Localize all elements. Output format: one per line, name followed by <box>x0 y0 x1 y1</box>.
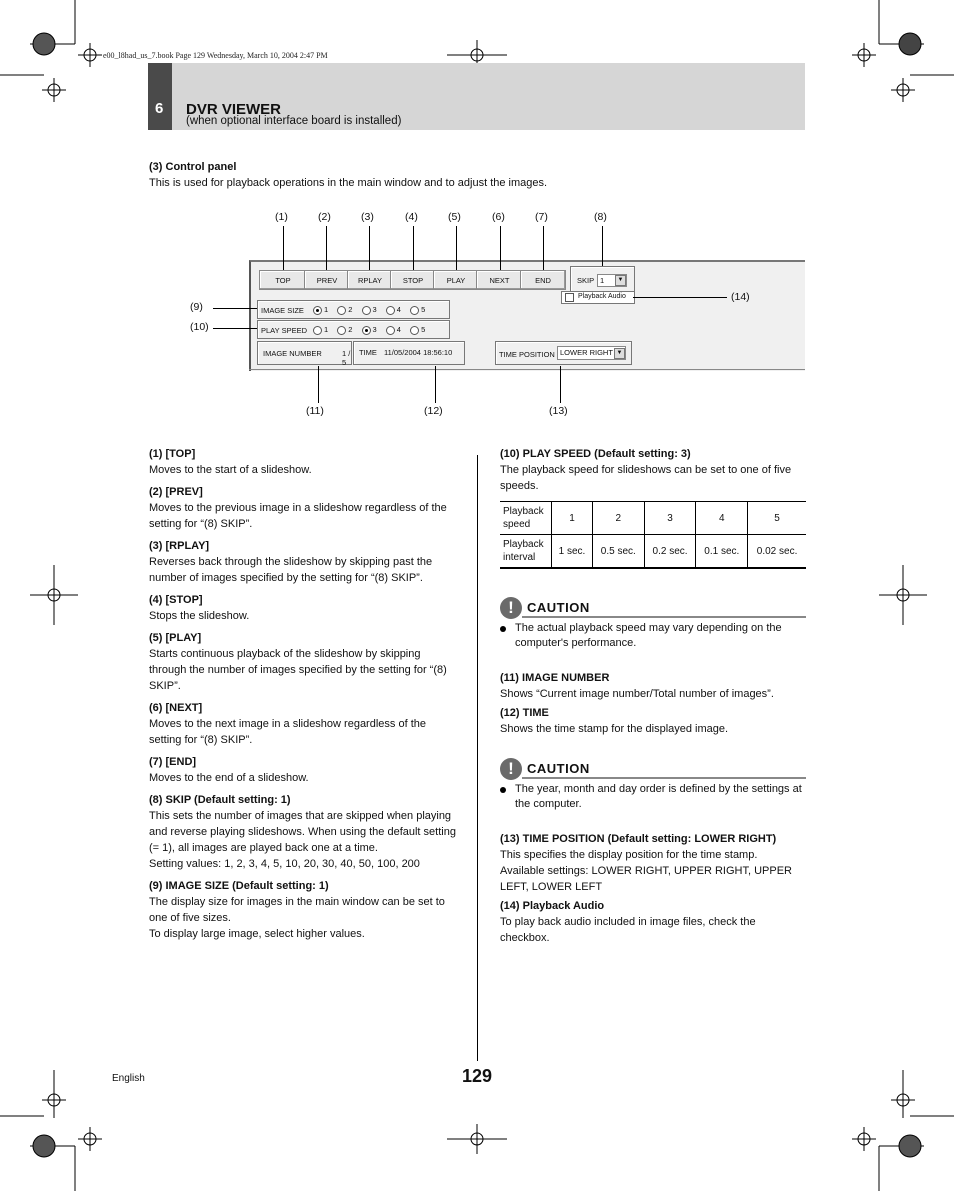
item-heading: (2) [PREV] <box>149 486 203 498</box>
image-number-group <box>257 341 352 365</box>
table-cell: 1 sec. <box>552 535 593 569</box>
column-divider <box>477 455 478 1061</box>
leader-line <box>326 226 327 272</box>
play-button[interactable]: PLAY <box>433 270 479 290</box>
time-position-heading: (13) TIME POSITION (Default setting: LOWER RIGHT) <box>500 833 777 845</box>
callout-11: (11) <box>306 405 324 417</box>
stop-button[interactable]: STOP <box>390 270 436 290</box>
rplay-button[interactable]: RPLAY <box>347 270 393 290</box>
skip-value: 1 <box>600 276 605 285</box>
image-size-radio-1[interactable]: 1 <box>313 305 328 315</box>
caution-block <box>500 597 806 621</box>
play-speed-radio-5[interactable]: 5 <box>410 325 425 335</box>
caution-text: The actual playback speed may vary depending on the computer's performance. <box>515 622 782 649</box>
footer-language: English <box>112 1073 145 1084</box>
image-number-label: IMAGE NUMBER <box>263 349 322 358</box>
callout-5: (5) <box>448 211 461 223</box>
callout-10: (10) <box>190 321 209 333</box>
time-value: 11/05/2004 18:56:10 <box>384 348 453 357</box>
caution-word: CAUTION <box>527 761 590 776</box>
time-position-section <box>500 831 806 895</box>
next-button[interactable]: NEXT <box>476 270 523 290</box>
chapter-number: 6 <box>155 100 164 117</box>
callout-9: (9) <box>190 301 203 313</box>
callout-13: (13) <box>549 405 568 417</box>
playback-audio-text: To play back audio included in image files, check the checkbox. <box>500 916 756 944</box>
chapter-number-box <box>148 63 172 130</box>
table-cell: 4 <box>696 502 748 535</box>
skip-group <box>570 266 635 292</box>
item-skip <box>149 792 459 872</box>
leader-line <box>456 226 457 272</box>
skip-select[interactable] <box>597 274 627 287</box>
play-speed-heading: (10) PLAY SPEED (Default setting: 3) <box>500 448 691 460</box>
table-row-label: Playback interval <box>500 535 552 569</box>
item-text: Moves to the end of a slideshow. <box>149 772 309 784</box>
image-number-heading: (11) IMAGE NUMBER <box>500 672 610 684</box>
intro-text: This is used for playback operations in the main window and to adjust the images. <box>149 177 548 189</box>
play-speed-table <box>500 501 806 569</box>
play-speed-section <box>500 446 806 494</box>
time-section <box>500 705 806 737</box>
leader-line <box>318 366 319 403</box>
item-text: Moves to the next image in a slideshow regardless of the setting for “(8) SKIP”. <box>149 718 426 746</box>
caution-text: The year, month and day order is defined by the settings at the computer. <box>515 783 802 810</box>
item-text: Setting values: 1, 2, 3, 4, 5, 10, 20, 30, 40, 50, 100, 200 <box>149 858 420 870</box>
leader-line <box>369 226 370 272</box>
time-position-group <box>495 341 632 365</box>
chevron-down-icon: ▼ <box>614 348 625 359</box>
caution-word: CAUTION <box>527 600 590 615</box>
time-position-value: LOWER RIGHT <box>560 348 613 357</box>
item-end <box>149 754 459 786</box>
image-size-radio-3[interactable]: 3 <box>362 305 377 315</box>
item-text: Moves to the start of a slideshow. <box>149 464 312 476</box>
callout-6: (6) <box>492 211 505 223</box>
image-size-radios <box>313 305 432 315</box>
time-heading: (12) TIME <box>500 707 549 719</box>
bullet-icon <box>500 787 506 793</box>
left-column <box>149 446 459 948</box>
radio-icon <box>386 326 395 335</box>
caution-bullet <box>500 621 806 651</box>
item-heading: (6) [NEXT] <box>149 702 203 714</box>
table-cell: 0.02 sec. <box>748 535 806 569</box>
item-heading: (1) [TOP] <box>149 448 196 460</box>
time-text: Shows the time stamp for the displayed image. <box>500 723 729 735</box>
leader-line <box>633 297 727 298</box>
radio-selected-icon <box>362 326 371 335</box>
play-speed-group <box>257 320 450 339</box>
top-button[interactable]: TOP <box>259 270 307 290</box>
playback-audio-section <box>500 898 806 946</box>
image-number-text: Shows “Current image number/Total number of images”. <box>500 688 774 700</box>
table-cell: 3 <box>644 502 696 535</box>
radio-icon <box>337 306 346 315</box>
callout-14: (14) <box>731 291 750 303</box>
leader-line <box>213 308 257 309</box>
leader-line <box>560 366 561 403</box>
item-text: Stops the slideshow. <box>149 610 250 622</box>
item-heading: (7) [END] <box>149 756 197 768</box>
panel-edge <box>249 369 805 370</box>
leader-line <box>500 226 501 272</box>
item-heading: (3) [RPLAY] <box>149 540 210 552</box>
page-subtitle: (when optional interface board is installed) <box>186 115 402 127</box>
time-position-text: This specifies the display position for the time stamp. <box>500 849 758 861</box>
radio-icon <box>362 306 371 315</box>
page-title: DVR VIEWER <box>186 101 282 118</box>
callout-12: (12) <box>424 405 443 417</box>
item-text: The display size for images in the main window can be set to one of five sizes. <box>149 896 445 924</box>
radio-icon <box>313 326 322 335</box>
play-speed-radios <box>313 325 432 335</box>
prev-button[interactable]: PREV <box>304 270 350 290</box>
image-size-radio-2[interactable]: 2 <box>337 305 352 315</box>
file-info: e00_l8had_us_7.book Page 129 Wednesday, March 10, 2004 2:47 PM <box>103 51 328 60</box>
item-heading: (8) SKIP (Default setting: 1) <box>149 794 291 806</box>
radio-icon <box>410 306 419 315</box>
item-top <box>149 446 459 478</box>
caution-icon: ! <box>500 758 522 780</box>
caution-icon: ! <box>500 597 522 619</box>
chevron-down-icon: ▼ <box>615 275 626 286</box>
table-row <box>500 535 806 569</box>
leader-line <box>602 226 603 268</box>
item-rplay <box>149 538 459 586</box>
intro <box>149 159 789 191</box>
image-number-section <box>500 670 806 702</box>
image-size-label: IMAGE SIZE <box>261 306 304 315</box>
time-group <box>353 341 465 365</box>
caution-rule <box>522 616 806 618</box>
leader-line <box>543 226 544 272</box>
radio-icon <box>386 306 395 315</box>
intro-heading: (3) Control panel <box>149 161 237 173</box>
radio-icon <box>410 326 419 335</box>
table-row <box>500 502 806 535</box>
bullet-icon <box>500 626 506 632</box>
playback-audio-label: Playback Audio <box>578 293 626 300</box>
time-position-text2: Available settings: LOWER RIGHT, UPPER RIGHT, UPPER LEFT, LOWER LEFT <box>500 865 792 893</box>
item-stop <box>149 592 459 624</box>
callout-4: (4) <box>405 211 418 223</box>
time-label: TIME <box>359 348 377 357</box>
table-cell: 0.2 sec. <box>644 535 696 569</box>
image-size-group <box>257 300 450 319</box>
leader-line <box>213 328 257 329</box>
caution-block <box>500 758 806 782</box>
callout-8: (8) <box>594 211 607 223</box>
table-cell: 2 <box>592 502 644 535</box>
callout-7: (7) <box>535 211 548 223</box>
playback-audio-checkbox-row[interactable] <box>561 291 635 304</box>
table-cell: 1 <box>552 502 593 535</box>
play-speed-radio-2[interactable]: 2 <box>337 325 352 335</box>
time-position-label: TIME POSITION <box>499 350 555 359</box>
leader-line <box>413 226 414 272</box>
item-text: To display large image, select higher values. <box>149 928 365 940</box>
image-size-radio-4[interactable]: 4 <box>386 305 401 315</box>
table-row-label: Playback speed <box>500 502 552 535</box>
skip-label: SKIP <box>577 276 595 285</box>
end-button[interactable]: END <box>520 270 566 290</box>
play-speed-label: PLAY SPEED <box>261 326 307 335</box>
item-text: Moves to the previous image in a slideshow regardless of the setting for “(8) SKIP”. <box>149 502 447 530</box>
item-prev <box>149 484 459 532</box>
radio-selected-icon <box>313 306 322 315</box>
item-text: Starts continuous playback of the slideshow by skipping through the number of images specified by the setting for “(8) SKIP”. <box>149 648 447 692</box>
item-heading: (5) [PLAY] <box>149 632 202 644</box>
item-text: Reverses back through the slideshow by skipping past the number of images specified by the setting for “(8) SKIP”. <box>149 556 433 584</box>
radio-icon <box>337 326 346 335</box>
caution-rule <box>522 777 806 779</box>
item-play <box>149 630 459 694</box>
time-position-select[interactable] <box>557 346 626 360</box>
play-speed-radio-1[interactable]: 1 <box>313 325 328 335</box>
chapter-header <box>148 63 805 130</box>
leader-line <box>283 226 284 272</box>
item-image-size <box>149 878 459 942</box>
caution-bullet <box>500 782 806 812</box>
callout-1: (1) <box>275 211 288 223</box>
item-heading: (4) [STOP] <box>149 594 203 606</box>
page-number: 129 <box>462 1066 493 1086</box>
item-text: This sets the number of images that are skipped when playing and reverse playing slideshows. When using the default setting (= 1), all images are played back one at a time. <box>149 810 456 854</box>
table-cell: 0.5 sec. <box>592 535 644 569</box>
play-speed-text: The playback speed for slideshows can be set to one of five speeds. <box>500 464 792 492</box>
play-speed-radio-3[interactable]: 3 <box>362 325 377 335</box>
image-size-radio-5[interactable]: 5 <box>410 305 425 315</box>
leader-line <box>435 366 436 403</box>
play-speed-radio-4[interactable]: 4 <box>386 325 401 335</box>
item-next <box>149 700 459 748</box>
callout-3: (3) <box>361 211 374 223</box>
table-cell: 5 <box>748 502 806 535</box>
callout-2: (2) <box>318 211 331 223</box>
table-cell: 0.1 sec. <box>696 535 748 569</box>
playback-audio-checkbox[interactable] <box>565 293 574 302</box>
item-heading: (9) IMAGE SIZE (Default setting: 1) <box>149 880 329 892</box>
image-number-value: 1 / 5 <box>342 349 351 367</box>
playback-audio-heading: (14) Playback Audio <box>500 900 605 912</box>
